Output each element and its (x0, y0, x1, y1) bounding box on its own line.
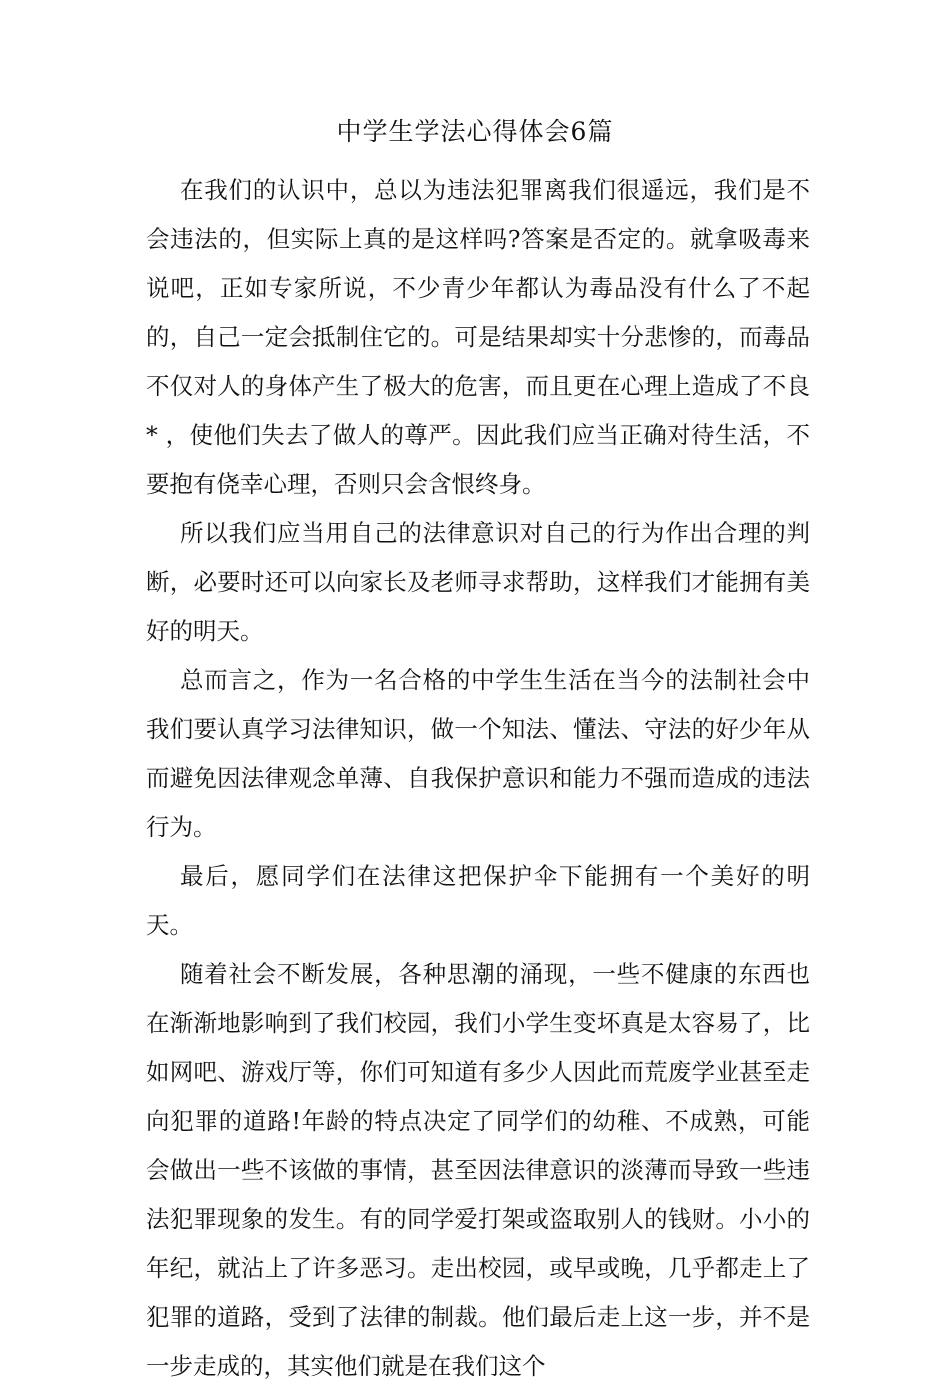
paragraph-4: 最后，愿同学们在法律这把保护伞下能拥有一个美好的明天。 (146, 862, 810, 939)
paragraph-1: 在我们的认识中，总以为违法犯罪离我们很遥远，我们是不会违法的，但实际上真的是这样吗?答案是否定的。就拿吸毒来说吧，正如专家所说，不少青少年都认为毒品没有什么了不起的，自己一定会抵制住它的。可是结果却实十分悲惨的，而毒品不仅对人的身体产生了极大的危害，而且更在心理上造成了不良 * ，使他们失去了做人的尊严。因此我们应当正确对待生活，不要抱有侥幸心理，否则只会含恨终身。 (146, 176, 810, 498)
paragraph-5: 随着社会不断发展，各种思潮的涌现，一些不健康的东西也在渐渐地影响到了我们校园，我们小学生变坏真是太容易了，比如网吧、游戏厅等，你们可知道有多少人因此而荒废学业甚至走向犯罪的道路!年龄的特点决定了同学们的幼稚、不成熟，可能会做出一些不该做的事情，甚至因法律意识的淡薄而导致一些违法犯罪现象的发生。有的同学爱打架或盗取别人的钱财。小小的年纪，就沾上了许多恶习。走出校园，或早或晚，几乎都走上了犯罪的道路，受到了法律的制裁。他们最后走上这一步，并不是一步走成的，其实他们就是在我们这个 (146, 960, 810, 1380)
document-title: 中学生学法心得体会6篇 (336, 117, 614, 146)
paragraph-3: 总而言之，作为一名合格的中学生生活在当今的法制社会中我们要认真学习法律知识，做一个知法、懂法、守法的好少年从而避免因法律观念单薄、自我保护意识和能力不强而造成的违法行为。 (146, 666, 810, 841)
paragraph-2: 所以我们应当用自己的法律意识对自己的行为作出合理的判断，必要时还可以向家长及老师寻求帮助，这样我们才能拥有美好的明天。 (146, 519, 810, 645)
document-body (146, 166, 810, 1391)
